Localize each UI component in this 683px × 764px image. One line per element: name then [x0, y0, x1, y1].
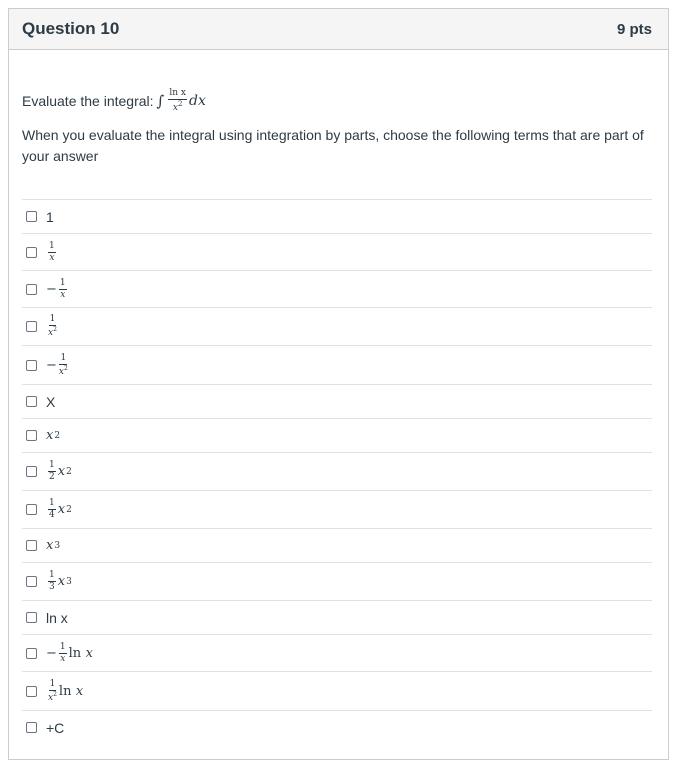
checkbox[interactable]	[26, 321, 37, 332]
differential: dx	[188, 93, 206, 109]
option-third-x-cubed[interactable]: $\frac{1}{3}$ x 3	[22, 562, 652, 600]
checkbox[interactable]	[26, 430, 37, 441]
integrand-denominator-exp: 2	[177, 100, 183, 108]
option-half-x-squared[interactable]: $\frac{1}{2}$ x 2	[22, 452, 652, 490]
checkbox[interactable]	[26, 466, 37, 477]
checkbox[interactable]	[26, 722, 37, 733]
question-description: When you evaluate the integral using integration by parts, choose the following terms that are part of your answer	[22, 127, 644, 164]
checkbox[interactable]	[26, 612, 37, 623]
option-x-squared[interactable]: x 2	[22, 418, 652, 452]
option-math: $\frac{1}{x^2}$	[58, 352, 68, 377]
option-1-over-x-squared[interactable]	[22, 307, 652, 345]
option-math: $\frac{1}{x^2}$	[48, 314, 57, 338]
checkbox[interactable]	[26, 247, 37, 258]
option-neg-1-over-x[interactable]: − $\frac{1}{x}$	[22, 270, 652, 307]
integrand-denominator: x	[172, 103, 178, 113]
question-header	[9, 9, 668, 50]
checkbox[interactable]	[26, 504, 37, 515]
option-label: ln x	[46, 609, 68, 626]
checkbox[interactable]	[26, 648, 37, 659]
checkbox[interactable]	[26, 211, 37, 222]
question-card	[8, 8, 669, 760]
integral-sign: ∫	[156, 92, 165, 110]
option-X[interactable]	[22, 384, 652, 418]
prompt-label: Evaluate the integral:	[22, 93, 154, 109]
checkbox[interactable]	[26, 540, 37, 551]
option-plus-c[interactable]	[22, 710, 652, 744]
answer-options	[22, 199, 652, 744]
option-quarter-x-squared[interactable]: $\frac{1}{4}$ x 2	[22, 490, 652, 528]
option-1-over-x-squared-ln-x[interactable]: $\frac{1}{x^2}$ ln x	[22, 671, 652, 710]
option-math: $\frac{1}{x^2}$	[48, 678, 57, 703]
option-label: X	[46, 393, 56, 410]
option-label: +C	[46, 719, 65, 736]
checkbox[interactable]	[26, 360, 37, 371]
option-math: $\frac{1}{4}$	[49, 498, 55, 520]
option-math: $\frac{1}{2}$	[49, 460, 55, 482]
question-prompt	[22, 89, 652, 113]
option-1-over-x[interactable]	[22, 233, 652, 270]
option-math: $\frac{1}{x}$	[59, 641, 66, 664]
question-points: 9 pts	[616, 20, 652, 38]
checkbox[interactable]	[26, 284, 37, 295]
checkbox[interactable]	[26, 576, 37, 587]
option-math: $\frac{1}{3}$	[49, 570, 55, 592]
option-math: $\frac{1}{x}$	[59, 277, 66, 300]
checkbox[interactable]	[26, 686, 37, 697]
question-title: Question 10	[22, 19, 120, 38]
option-1[interactable]	[22, 199, 652, 233]
integrand-numerator: ln x	[169, 88, 186, 98]
option-math: $\frac{1}{x}$	[49, 240, 55, 263]
option-neg-1-over-x-ln-x[interactable]: − $\frac{1}{x}$ ln x	[22, 634, 652, 671]
integrand-fraction	[168, 89, 187, 113]
option-neg-1-over-x-squared[interactable]: − $\frac{1}{x^2}$	[22, 345, 652, 384]
checkbox[interactable]	[26, 396, 37, 407]
option-x-cubed[interactable]: x 3	[22, 528, 652, 562]
option-label: 1	[46, 208, 54, 225]
option-ln-x[interactable]	[22, 600, 652, 634]
